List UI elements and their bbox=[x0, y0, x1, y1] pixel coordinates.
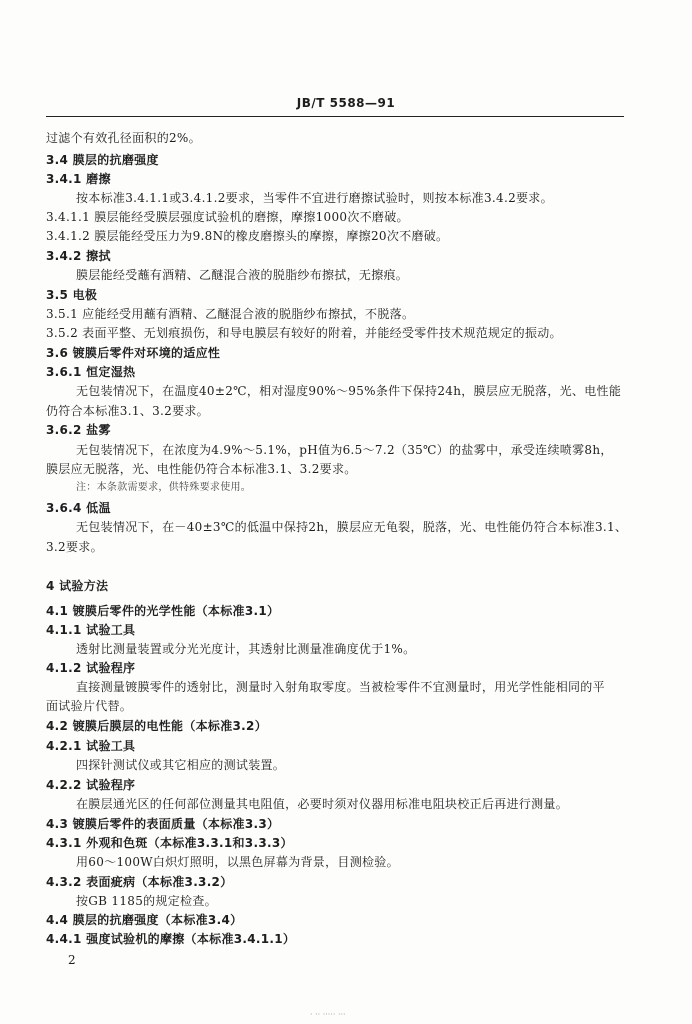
section-heading: 4.3 镀膜后零件的表面质量（本标准3.3） bbox=[46, 817, 280, 831]
page-number: 2 bbox=[68, 953, 76, 967]
text-line: 按GB 1185的规定检查。 bbox=[76, 894, 217, 908]
section-heading: 3.6.4 低温 bbox=[46, 501, 111, 515]
section-heading: 4.4.1 强度试验机的摩擦（本标准3.4.1.1） bbox=[46, 932, 296, 946]
text-line: 无包装情况下，在－40±3℃的低温中保持2h，膜层应无龟裂，脱落，光、电性能仍符合本标准3.1、 bbox=[76, 520, 628, 534]
text-line: 面试验片代替。 bbox=[46, 699, 133, 713]
section-heading: 4.3.1 外观和色斑（本标准3.3.1和3.3.3） bbox=[46, 836, 293, 850]
section-heading: 3.6 镀膜后零件对环境的适应性 bbox=[46, 346, 221, 360]
note-line: 注：本条款需要求，供特殊要求使用。 bbox=[76, 482, 252, 493]
section-heading: 4.2.2 试验程序 bbox=[46, 778, 136, 792]
section-heading: 4.4 膜层的抗磨强度（本标准3.4） bbox=[46, 913, 243, 927]
text-line: 3.5.1 应能经受用蘸有酒精、乙醚混合液的脱脂纱布擦拭，不脱落。 bbox=[46, 307, 415, 321]
section-heading: 4.1 镀膜后零件的光学性能（本标准3.1） bbox=[46, 604, 280, 618]
footer-mark: · ·· ····· ··· bbox=[310, 1010, 346, 1019]
text-line: 膜层能经受蘸有酒精、乙醚混合液的脱脂纱布擦拭，无擦痕。 bbox=[76, 268, 409, 282]
text-line: 3.5.2 表面平整、无划痕损伤，和导电膜层有较好的附着，并能经受零件技术规范规定的振动。 bbox=[46, 326, 562, 340]
section-heading: 4.3.2 表面疵病（本标准3.3.2） bbox=[46, 875, 233, 889]
text-line: 直接测量镀膜零件的透射比，测量时入射角取零度。当被检零件不宜测量时，用光学性能相同的平 bbox=[76, 680, 605, 694]
text-line: 仍符合本标准3.1、3.2要求。 bbox=[46, 404, 209, 418]
section-heading: 3.6.2 盐雾 bbox=[46, 423, 111, 437]
section-heading: 3.5 电极 bbox=[46, 288, 98, 302]
section-heading: 4.1.2 试验程序 bbox=[46, 661, 136, 675]
text-line: 透射比测量装置或分光光度计，其透射比测量准确度优于1%。 bbox=[76, 642, 416, 656]
section-heading: 3.4 膜层的抗磨强度 bbox=[46, 153, 159, 167]
section-heading: 4.1.1 试验工具 bbox=[46, 623, 136, 637]
text-line: 用60～100W白炽灯照明，以黑色屏幕为背景，目测检验。 bbox=[76, 855, 399, 869]
header-rule bbox=[46, 116, 624, 117]
text-line: 膜层应无脱落，光、电性能仍符合本标准3.1、3.2要求。 bbox=[46, 462, 357, 476]
section-heading: 4.2 镀膜后膜层的电性能（本标准3.2） bbox=[46, 719, 267, 733]
text-line: 无包装情况下，在温度40±2℃，相对湿度90%～95%条件下保持24h，膜层应无脱落，光、电性能 bbox=[76, 384, 622, 398]
text-line: 按本标准3.4.1.1或3.4.1.2要求，当零件不宜进行磨擦试验时，则按本标准3.4.2要求。 bbox=[76, 191, 553, 205]
text-line: 在膜层通光区的任何部位测量其电阻值，必要时须对仪器用标准电阻块校正后再进行测量。 bbox=[76, 797, 569, 811]
section-heading: 3.6.1 恒定湿热 bbox=[46, 365, 136, 379]
text-line: 3.4.1.2 膜层能经受压力为9.8N的橡皮磨擦头的摩擦，摩擦20次不磨破。 bbox=[46, 229, 449, 243]
chapter-heading: 4 试验方法 bbox=[46, 579, 109, 593]
text-line: 3.2要求。 bbox=[46, 540, 103, 554]
standard-code-header: JB/T 5588—91 bbox=[296, 96, 396, 110]
text-line: 四探针测试仪或其它相应的测试装置。 bbox=[76, 758, 286, 772]
text-line: 3.4.1.1 膜层能经受膜层强度试验机的磨擦，摩擦1000次不磨破。 bbox=[46, 210, 409, 224]
section-heading: 3.4.1 磨擦 bbox=[46, 172, 111, 186]
section-heading: 3.4.2 擦拭 bbox=[46, 249, 111, 263]
text-line: 过滤个有效孔径面积的2%。 bbox=[46, 131, 201, 145]
section-heading: 4.2.1 试验工具 bbox=[46, 739, 136, 753]
text-line: 无包装情况下，在浓度为4.9%～5.1%，pH值为6.5～7.2（35℃）的盐雾中，承受连续喷雾8h， bbox=[76, 443, 613, 457]
